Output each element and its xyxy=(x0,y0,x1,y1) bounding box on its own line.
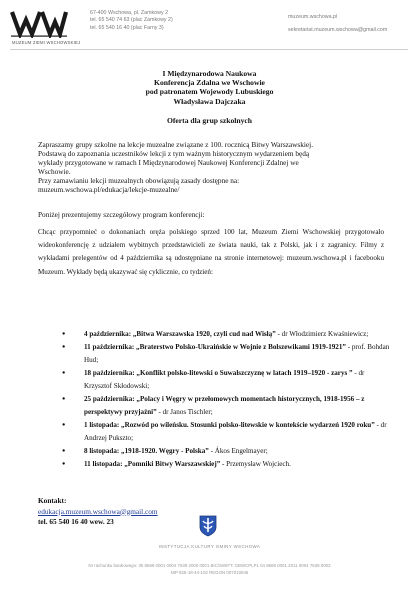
lecture-item xyxy=(56,341,394,367)
lecture-title: „Bitwa Warszawska 1920, czyli cud nad Wisłą” xyxy=(131,330,276,338)
lecture-title: „Pomniki Bitwy Warszawskiej” xyxy=(122,460,221,468)
museum-address xyxy=(90,10,173,32)
title-line: pod patronatem Wojewody Lubuskiego xyxy=(145,87,274,97)
footer-organization: INSTYTUCJA KULTURY GMINY WSCHOWA xyxy=(158,544,261,549)
logo-caption: MUZEUM ZIEMI WSCHOWSKIEJ xyxy=(12,40,81,45)
footer-bank-line: Nr rachunku bankowego: 35 8669 0001 0004 7539 2000 0001 BIC/SWIFT: GBWCPLPL 04 8669 0001 2011 0004 7539 0002 xyxy=(88,563,331,568)
lecture-speaker: - prof. Bohdan Hud; xyxy=(84,343,390,364)
lecture-speaker: - dr Janos Tischler; xyxy=(156,408,213,416)
lecture-item xyxy=(56,328,394,341)
footer-bank-line: NIP 925-18-44-102 REGON 007010946 xyxy=(170,570,249,575)
lecture-date: 8 listopada: xyxy=(84,447,120,455)
intro-line: wykłady przygotowane w ramach I Międzynarodowej Naukowej Konferencji Zdalnej we xyxy=(38,158,299,167)
coat-of-arms-icon xyxy=(199,515,217,537)
lecture-date: 11 października: xyxy=(84,343,135,351)
program-lead: Poniżej prezentujemy szczegółowy program konferencji: xyxy=(38,210,205,219)
lecture-date: 18 października: xyxy=(84,369,135,377)
lecture-title: „Polacy i Węgry w przełomowych momentach historycznych, 1918-1956 – z perspektywy przyjaźni” xyxy=(84,395,365,416)
intro-line: Przy zamawianiu lekcji muzealnych obowiązują zasady dostępne na: xyxy=(38,176,240,185)
contact-block xyxy=(38,496,158,528)
lecture-item xyxy=(56,393,394,419)
intro-line: Wschowie. xyxy=(38,167,71,176)
lecture-speaker: - dr Włodzimierz Kwaśniewicz; xyxy=(275,330,369,338)
lecture-item xyxy=(56,458,394,471)
header-divider xyxy=(10,49,408,50)
contact-email-link[interactable]: edukacja.muzeum.wschowa@gmail.com xyxy=(38,506,158,516)
lecture-item xyxy=(56,445,394,458)
program-intro: Chcąc przypomnieć o dokonaniach oręża polskiego sprzed 100 lat, Muzeum Ziemi Wschowskiej przygotowało wideokonferencję z udziałem wybitnych przedstawicieli ze świata nauki, tak z Polski, jak i z zagranicy. Filmy z wykładami prelegentów od 4 października są udostępniane na stronie internetowej: muzeum.wschowa.pl i facebooku Muzeum. Wykłady będą ukazywać się cyklicznie, co tydzień: xyxy=(38,228,384,276)
lecture-speaker: - dr Andrzej Pukszto; xyxy=(84,421,387,442)
lecture-date: 25 października: xyxy=(84,395,135,403)
lecture-title: „Konflikt polsko-litewski o Suwalszczyznę w latach 1919–1920 - zarys ” xyxy=(134,369,353,377)
intro-line: Zapraszamy grupy szkolne na lekcje muzealne związane z 100. rocznicą Bitwy Warszawskiej. xyxy=(38,140,314,149)
lecture-speaker: - dr Krzysztof Skłodowski; xyxy=(84,369,365,390)
intro-paragraph xyxy=(38,140,378,194)
intro-line: Podstawą do zapoznania uczestników lekcji z tym ważnym historycznym wydarzeniem będą xyxy=(38,149,310,158)
lecture-item xyxy=(56,367,394,393)
title-line: Władysława Dajczaka xyxy=(173,96,246,106)
lecture-date: 11 listopada: xyxy=(84,460,123,468)
address-line: tel. 65 540 74 63 (plac Zamkowy 2) xyxy=(90,17,173,24)
header-website[interactable]: muzeum.wschowa.pl xyxy=(288,14,338,20)
museum-logo xyxy=(10,8,68,38)
title-line: Konferencja Zdalna we Wschowie xyxy=(154,78,265,88)
lecture-date: 4 października: xyxy=(84,330,132,338)
lecture-speaker: - Przemysław Wojciech. xyxy=(220,460,291,468)
lecture-title: „Rozwód po wileńsku. Stosunki polsko-litewskie w kontekście wydarzeń 1920 roku” xyxy=(119,421,375,429)
contact-label: Kontakt: xyxy=(38,496,67,505)
header-email[interactable]: sekretariat.muzeum.wschowa@gmail.com xyxy=(288,26,388,33)
intro-line[interactable]: muzeum.wschowa.pl/edukacja/lekcje-muzealne/ xyxy=(38,185,180,194)
lecture-list xyxy=(56,328,394,471)
conference-title xyxy=(0,69,419,106)
offer-heading: Oferta dla grup szkolnych xyxy=(166,116,252,125)
footer-bank-info xyxy=(0,562,419,576)
lecture-date: 1 listopada: xyxy=(84,421,120,429)
lecture-item xyxy=(56,419,394,445)
contact-phone: tel. 65 540 16 40 wew. 23 xyxy=(38,517,114,526)
title-line: I Międzynarodowa Naukowa xyxy=(162,69,257,78)
lecture-title: „1918-1920. Węgry - Polska” xyxy=(119,447,209,455)
header-contact xyxy=(288,11,387,36)
lecture-title: „Braterstwo Polsko-Ukraińskie w Wojnie z Bolszewikami 1919-1921” xyxy=(134,343,346,351)
address-line: 67-400 Wschowa, pl. Zamkowy 2 xyxy=(90,10,169,16)
lecture-speaker: - Ákos Engelmayer; xyxy=(208,447,268,455)
address-line: tel. 65 540 16 40 (plac Farny 3) xyxy=(90,24,164,31)
